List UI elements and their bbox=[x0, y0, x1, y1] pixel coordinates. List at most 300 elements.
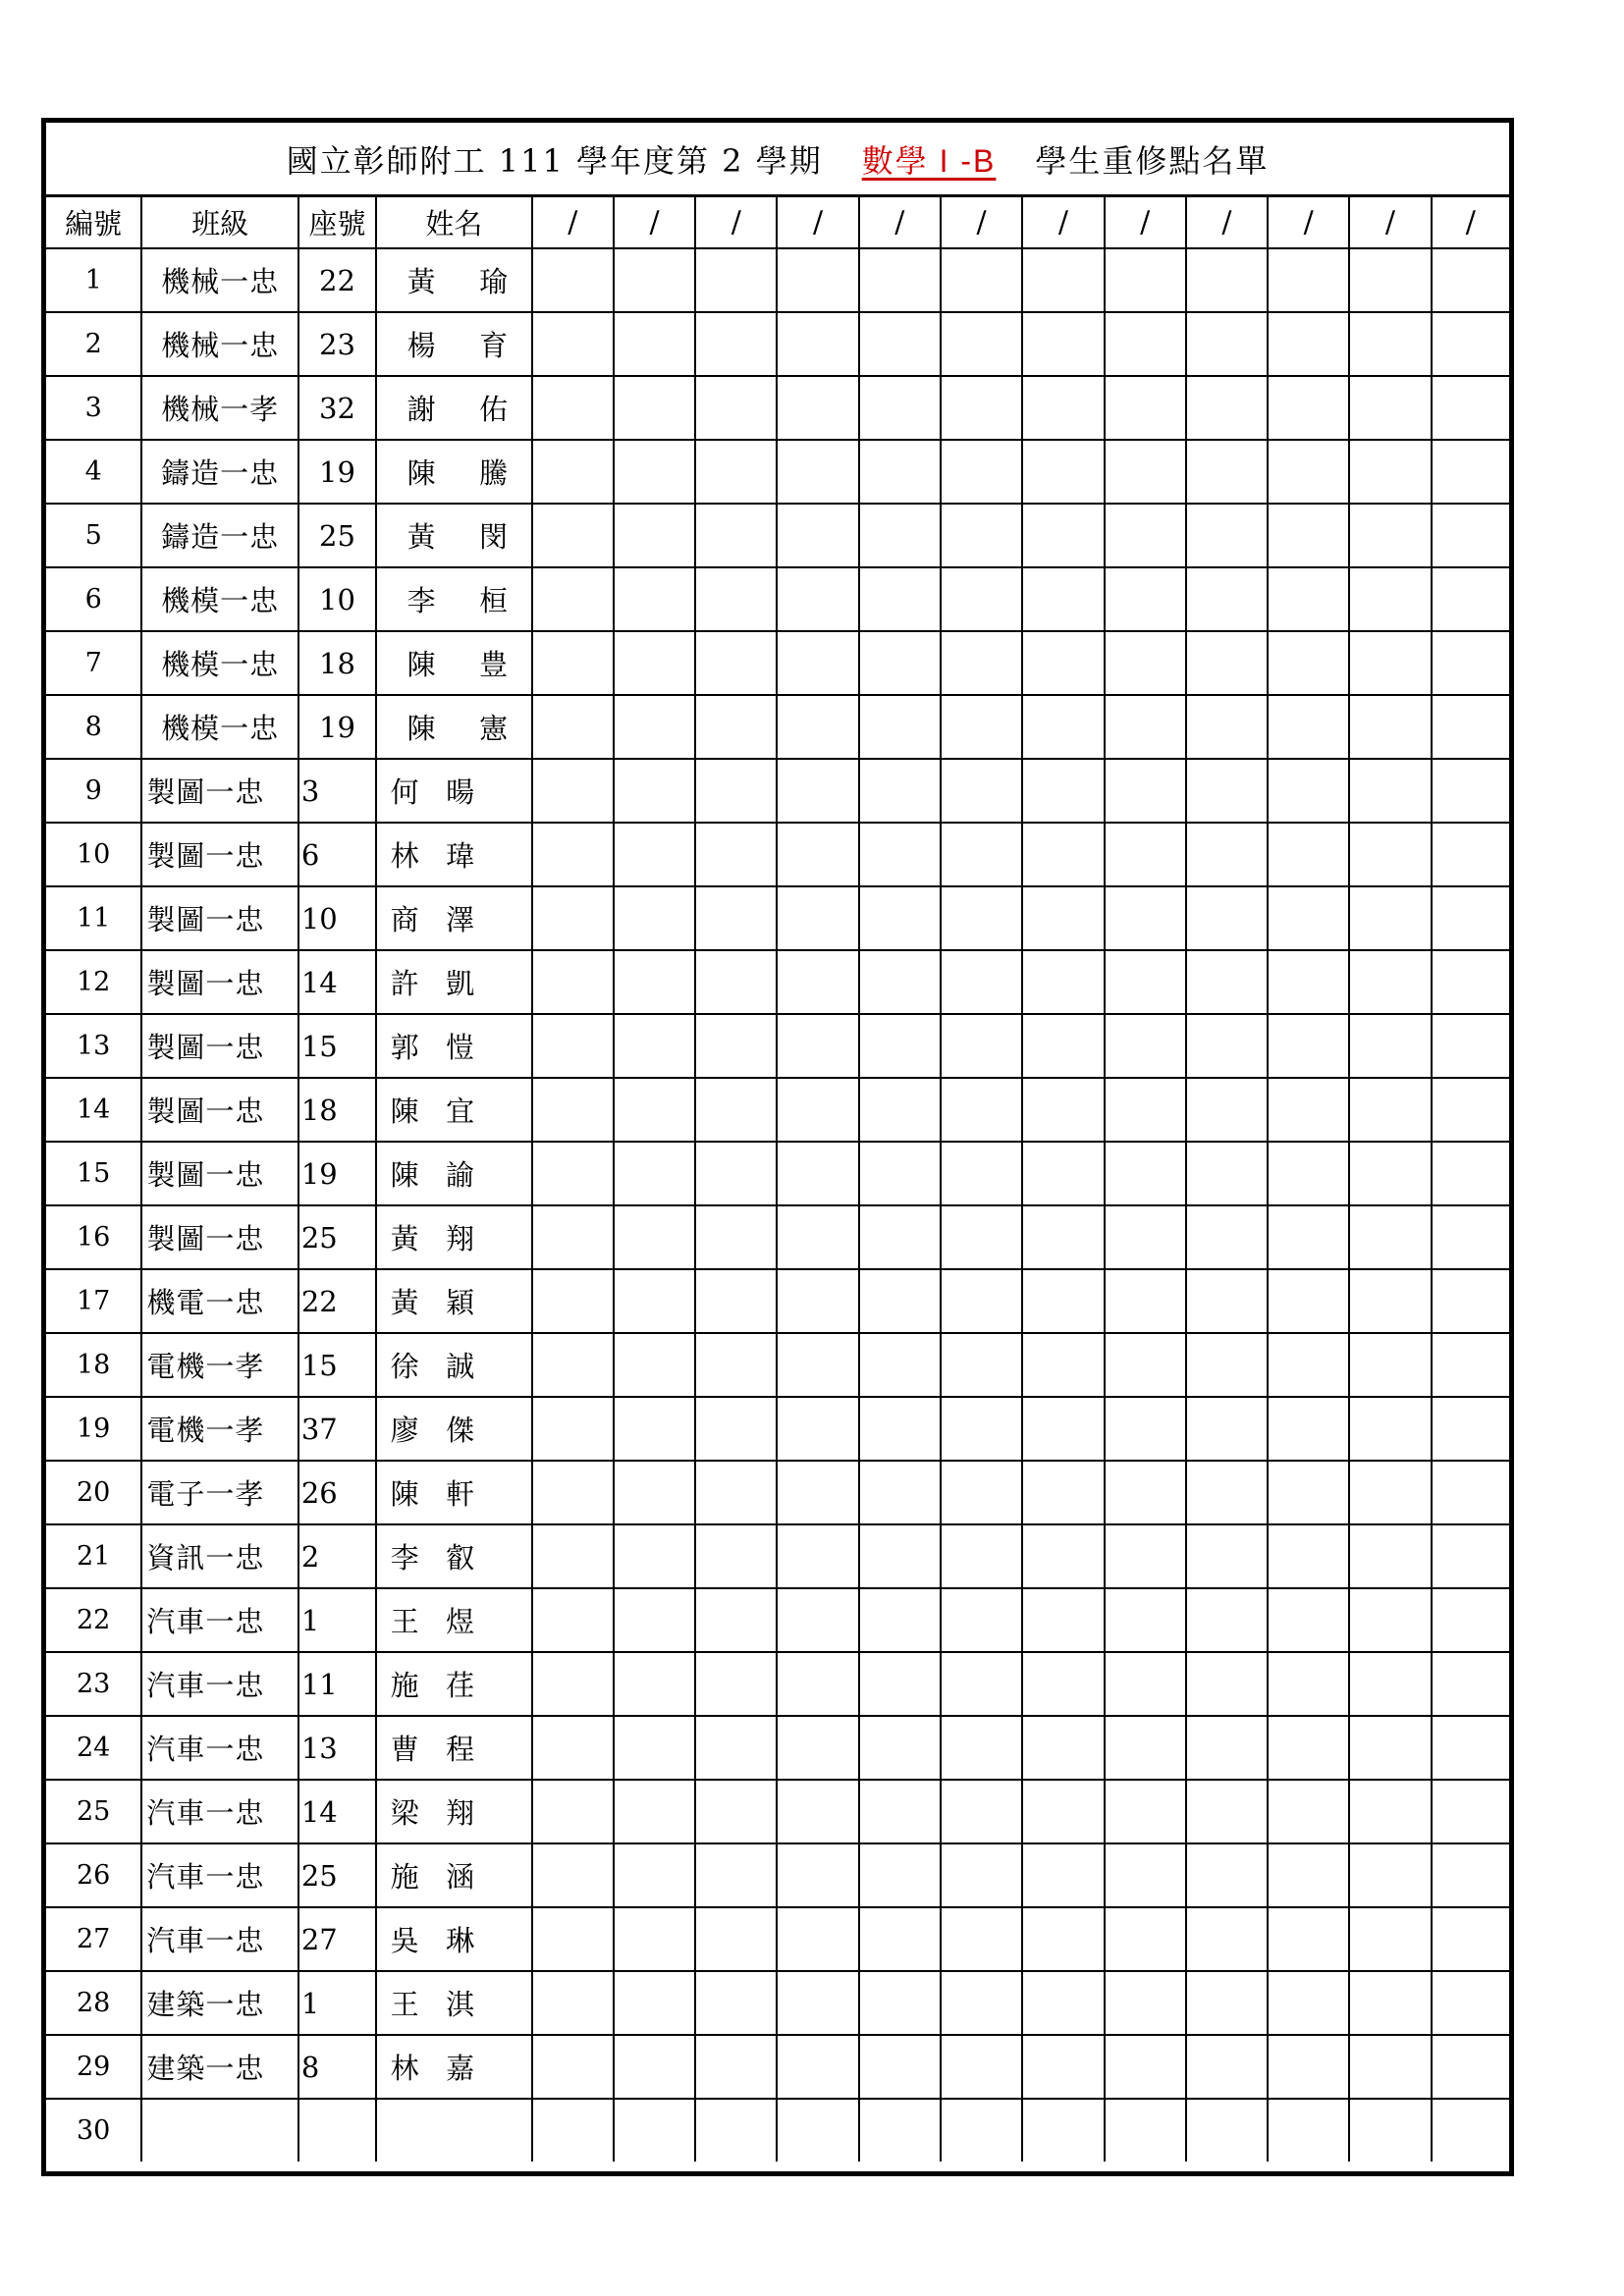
attendance-cell[interactable] bbox=[1268, 695, 1349, 759]
attendance-cell[interactable] bbox=[1186, 1780, 1268, 1843]
attendance-cell[interactable] bbox=[941, 504, 1022, 567]
attendance-cell[interactable] bbox=[614, 823, 695, 886]
attendance-cell[interactable] bbox=[777, 1397, 858, 1461]
attendance-cell[interactable] bbox=[1268, 2035, 1349, 2099]
attendance-cell[interactable] bbox=[614, 1652, 695, 1716]
attendance-cell[interactable] bbox=[532, 1588, 614, 1652]
attendance-cell[interactable] bbox=[532, 1205, 614, 1269]
attendance-cell[interactable] bbox=[1022, 312, 1104, 376]
attendance-cell[interactable] bbox=[941, 1461, 1022, 1524]
attendance-cell[interactable] bbox=[1105, 631, 1186, 695]
attendance-cell[interactable] bbox=[614, 631, 695, 695]
attendance-cell[interactable] bbox=[941, 950, 1022, 1014]
attendance-cell[interactable] bbox=[695, 1269, 777, 1333]
attendance-cell[interactable] bbox=[777, 1652, 858, 1716]
attendance-cell[interactable] bbox=[1022, 1269, 1104, 1333]
attendance-cell[interactable] bbox=[1022, 759, 1104, 823]
attendance-cell[interactable] bbox=[1268, 631, 1349, 695]
attendance-cell[interactable] bbox=[614, 1907, 695, 1971]
attendance-cell[interactable] bbox=[614, 1461, 695, 1524]
attendance-cell[interactable] bbox=[777, 2099, 858, 2162]
attendance-cell[interactable] bbox=[532, 631, 614, 695]
attendance-cell[interactable] bbox=[1268, 1397, 1349, 1461]
attendance-cell[interactable] bbox=[1186, 1716, 1268, 1780]
attendance-cell[interactable] bbox=[1105, 312, 1186, 376]
attendance-cell[interactable] bbox=[1432, 1971, 1509, 2035]
attendance-cell[interactable] bbox=[1186, 631, 1268, 695]
attendance-cell[interactable] bbox=[695, 631, 777, 695]
attendance-cell[interactable] bbox=[1186, 1971, 1268, 2035]
attendance-cell[interactable] bbox=[614, 759, 695, 823]
attendance-cell[interactable] bbox=[859, 1780, 941, 1843]
attendance-cell[interactable] bbox=[695, 1843, 777, 1907]
attendance-cell[interactable] bbox=[1432, 2099, 1509, 2162]
attendance-cell[interactable] bbox=[941, 567, 1022, 631]
attendance-cell[interactable] bbox=[1268, 1014, 1349, 1078]
attendance-cell[interactable] bbox=[1022, 1142, 1104, 1205]
attendance-cell[interactable] bbox=[1349, 1461, 1431, 1524]
attendance-cell[interactable] bbox=[1268, 1843, 1349, 1907]
attendance-cell[interactable] bbox=[695, 1014, 777, 1078]
attendance-cell[interactable] bbox=[777, 1078, 858, 1142]
attendance-cell[interactable] bbox=[614, 695, 695, 759]
attendance-cell[interactable] bbox=[1186, 1461, 1268, 1524]
attendance-cell[interactable] bbox=[1022, 1971, 1104, 2035]
attendance-cell[interactable] bbox=[941, 1907, 1022, 1971]
attendance-cell[interactable] bbox=[695, 950, 777, 1014]
attendance-cell[interactable] bbox=[1432, 567, 1509, 631]
attendance-cell[interactable] bbox=[859, 504, 941, 567]
attendance-cell[interactable] bbox=[1022, 567, 1104, 631]
attendance-cell[interactable] bbox=[1268, 1588, 1349, 1652]
attendance-cell[interactable] bbox=[777, 376, 858, 440]
attendance-cell[interactable] bbox=[695, 1142, 777, 1205]
attendance-cell[interactable] bbox=[1105, 950, 1186, 1014]
attendance-cell[interactable] bbox=[941, 1397, 1022, 1461]
attendance-cell[interactable] bbox=[1268, 248, 1349, 312]
attendance-cell[interactable] bbox=[532, 1397, 614, 1461]
attendance-cell[interactable] bbox=[1268, 1269, 1349, 1333]
attendance-cell[interactable] bbox=[941, 1333, 1022, 1397]
attendance-cell[interactable] bbox=[532, 1652, 614, 1716]
attendance-cell[interactable] bbox=[1268, 1716, 1349, 1780]
attendance-cell[interactable] bbox=[941, 759, 1022, 823]
attendance-cell[interactable] bbox=[1349, 950, 1431, 1014]
attendance-cell[interactable] bbox=[1022, 248, 1104, 312]
attendance-cell[interactable] bbox=[1349, 1780, 1431, 1843]
attendance-cell[interactable] bbox=[1186, 759, 1268, 823]
attendance-cell[interactable] bbox=[1186, 1843, 1268, 1907]
attendance-cell[interactable] bbox=[695, 1780, 777, 1843]
attendance-cell[interactable] bbox=[614, 1588, 695, 1652]
attendance-cell[interactable] bbox=[1349, 886, 1431, 950]
attendance-cell[interactable] bbox=[941, 1716, 1022, 1780]
attendance-cell[interactable] bbox=[614, 1333, 695, 1397]
attendance-cell[interactable] bbox=[859, 440, 941, 504]
attendance-cell[interactable] bbox=[777, 886, 858, 950]
attendance-cell[interactable] bbox=[859, 1205, 941, 1269]
attendance-cell[interactable] bbox=[1268, 1907, 1349, 1971]
attendance-cell[interactable] bbox=[1268, 1780, 1349, 1843]
attendance-cell[interactable] bbox=[1186, 950, 1268, 1014]
attendance-cell[interactable] bbox=[1432, 1078, 1509, 1142]
attendance-cell[interactable] bbox=[1022, 1716, 1104, 1780]
attendance-cell[interactable] bbox=[1349, 1142, 1431, 1205]
attendance-cell[interactable] bbox=[859, 312, 941, 376]
attendance-cell[interactable] bbox=[777, 1461, 858, 1524]
attendance-cell[interactable] bbox=[1432, 886, 1509, 950]
attendance-cell[interactable] bbox=[614, 504, 695, 567]
attendance-cell[interactable] bbox=[695, 1524, 777, 1588]
attendance-cell[interactable] bbox=[859, 1971, 941, 2035]
attendance-cell[interactable] bbox=[1022, 2099, 1104, 2162]
attendance-cell[interactable] bbox=[1186, 2099, 1268, 2162]
attendance-cell[interactable] bbox=[941, 440, 1022, 504]
attendance-cell[interactable] bbox=[859, 1843, 941, 1907]
attendance-cell[interactable] bbox=[532, 1780, 614, 1843]
attendance-cell[interactable] bbox=[1022, 1078, 1104, 1142]
attendance-cell[interactable] bbox=[1186, 1333, 1268, 1397]
attendance-cell[interactable] bbox=[1186, 1014, 1268, 1078]
attendance-cell[interactable] bbox=[695, 2099, 777, 2162]
attendance-cell[interactable] bbox=[1186, 1078, 1268, 1142]
attendance-cell[interactable] bbox=[532, 248, 614, 312]
attendance-cell[interactable] bbox=[1268, 1333, 1349, 1397]
attendance-cell[interactable] bbox=[1022, 2035, 1104, 2099]
attendance-cell[interactable] bbox=[1186, 376, 1268, 440]
attendance-cell[interactable] bbox=[1432, 2035, 1509, 2099]
attendance-cell[interactable] bbox=[695, 567, 777, 631]
attendance-cell[interactable] bbox=[1022, 376, 1104, 440]
attendance-cell[interactable] bbox=[1432, 1652, 1509, 1716]
attendance-cell[interactable] bbox=[777, 1269, 858, 1333]
attendance-cell[interactable] bbox=[532, 440, 614, 504]
attendance-cell[interactable] bbox=[941, 886, 1022, 950]
attendance-cell[interactable] bbox=[1186, 1269, 1268, 1333]
attendance-cell[interactable] bbox=[859, 823, 941, 886]
attendance-cell[interactable] bbox=[1432, 1014, 1509, 1078]
attendance-cell[interactable] bbox=[1268, 504, 1349, 567]
attendance-cell[interactable] bbox=[1105, 2099, 1186, 2162]
attendance-cell[interactable] bbox=[532, 823, 614, 886]
attendance-cell[interactable] bbox=[1349, 440, 1431, 504]
attendance-cell[interactable] bbox=[1105, 440, 1186, 504]
attendance-cell[interactable] bbox=[1432, 504, 1509, 567]
attendance-cell[interactable] bbox=[859, 1652, 941, 1716]
attendance-cell[interactable] bbox=[859, 376, 941, 440]
attendance-cell[interactable] bbox=[1349, 2035, 1431, 2099]
attendance-cell[interactable] bbox=[777, 1843, 858, 1907]
attendance-cell[interactable] bbox=[777, 1014, 858, 1078]
attendance-cell[interactable] bbox=[1349, 759, 1431, 823]
attendance-cell[interactable] bbox=[1349, 504, 1431, 567]
attendance-cell[interactable] bbox=[695, 1716, 777, 1780]
attendance-cell[interactable] bbox=[532, 2099, 614, 2162]
attendance-cell[interactable] bbox=[1268, 886, 1349, 950]
attendance-cell[interactable] bbox=[859, 2035, 941, 2099]
attendance-cell[interactable] bbox=[777, 1588, 858, 1652]
attendance-cell[interactable] bbox=[1349, 2099, 1431, 2162]
attendance-cell[interactable] bbox=[1349, 695, 1431, 759]
attendance-cell[interactable] bbox=[1022, 1205, 1104, 1269]
attendance-cell[interactable] bbox=[532, 886, 614, 950]
attendance-cell[interactable] bbox=[1105, 1014, 1186, 1078]
attendance-cell[interactable] bbox=[777, 1716, 858, 1780]
attendance-cell[interactable] bbox=[777, 823, 858, 886]
attendance-cell[interactable] bbox=[614, 1780, 695, 1843]
attendance-cell[interactable] bbox=[777, 631, 858, 695]
attendance-cell[interactable] bbox=[777, 759, 858, 823]
attendance-cell[interactable] bbox=[1432, 248, 1509, 312]
attendance-cell[interactable] bbox=[777, 312, 858, 376]
attendance-cell[interactable] bbox=[1268, 1524, 1349, 1588]
attendance-cell[interactable] bbox=[777, 950, 858, 1014]
attendance-cell[interactable] bbox=[532, 1333, 614, 1397]
attendance-cell[interactable] bbox=[1105, 1269, 1186, 1333]
attendance-cell[interactable] bbox=[614, 1078, 695, 1142]
attendance-cell[interactable] bbox=[941, 248, 1022, 312]
attendance-cell[interactable] bbox=[614, 2035, 695, 2099]
attendance-cell[interactable] bbox=[859, 1333, 941, 1397]
attendance-cell[interactable] bbox=[1105, 1205, 1186, 1269]
attendance-cell[interactable] bbox=[1186, 1652, 1268, 1716]
attendance-cell[interactable] bbox=[614, 1269, 695, 1333]
attendance-cell[interactable] bbox=[1349, 1205, 1431, 1269]
attendance-cell[interactable] bbox=[777, 440, 858, 504]
attendance-cell[interactable] bbox=[1432, 1269, 1509, 1333]
attendance-cell[interactable] bbox=[777, 1142, 858, 1205]
attendance-cell[interactable] bbox=[532, 1843, 614, 1907]
attendance-cell[interactable] bbox=[614, 1524, 695, 1588]
attendance-cell[interactable] bbox=[1186, 1205, 1268, 1269]
attendance-cell[interactable] bbox=[695, 376, 777, 440]
attendance-cell[interactable] bbox=[695, 1205, 777, 1269]
attendance-cell[interactable] bbox=[1022, 1652, 1104, 1716]
attendance-cell[interactable] bbox=[941, 695, 1022, 759]
attendance-cell[interactable] bbox=[695, 248, 777, 312]
attendance-cell[interactable] bbox=[1105, 504, 1186, 567]
attendance-cell[interactable] bbox=[1432, 1780, 1509, 1843]
attendance-cell[interactable] bbox=[1186, 1907, 1268, 1971]
attendance-cell[interactable] bbox=[941, 1269, 1022, 1333]
attendance-cell[interactable] bbox=[1432, 1588, 1509, 1652]
attendance-cell[interactable] bbox=[1022, 1780, 1104, 1843]
attendance-cell[interactable] bbox=[1105, 1780, 1186, 1843]
attendance-cell[interactable] bbox=[1349, 1333, 1431, 1397]
attendance-cell[interactable] bbox=[1432, 631, 1509, 695]
attendance-cell[interactable] bbox=[859, 1461, 941, 1524]
attendance-cell[interactable] bbox=[1105, 567, 1186, 631]
attendance-cell[interactable] bbox=[1022, 1397, 1104, 1461]
attendance-cell[interactable] bbox=[1022, 950, 1104, 1014]
attendance-cell[interactable] bbox=[614, 1716, 695, 1780]
attendance-cell[interactable] bbox=[1022, 1907, 1104, 1971]
attendance-cell[interactable] bbox=[941, 1205, 1022, 1269]
attendance-cell[interactable] bbox=[1022, 823, 1104, 886]
attendance-cell[interactable] bbox=[859, 950, 941, 1014]
attendance-cell[interactable] bbox=[1432, 312, 1509, 376]
attendance-cell[interactable] bbox=[695, 823, 777, 886]
attendance-cell[interactable] bbox=[532, 1971, 614, 2035]
attendance-cell[interactable] bbox=[614, 376, 695, 440]
attendance-cell[interactable] bbox=[1432, 759, 1509, 823]
attendance-cell[interactable] bbox=[1349, 248, 1431, 312]
attendance-cell[interactable] bbox=[1105, 759, 1186, 823]
attendance-cell[interactable] bbox=[614, 1397, 695, 1461]
attendance-cell[interactable] bbox=[1432, 1843, 1509, 1907]
attendance-cell[interactable] bbox=[1432, 1524, 1509, 1588]
attendance-cell[interactable] bbox=[1349, 1588, 1431, 1652]
attendance-cell[interactable] bbox=[941, 1780, 1022, 1843]
attendance-cell[interactable] bbox=[1432, 950, 1509, 1014]
attendance-cell[interactable] bbox=[777, 2035, 858, 2099]
attendance-cell[interactable] bbox=[695, 1907, 777, 1971]
attendance-cell[interactable] bbox=[777, 248, 858, 312]
attendance-cell[interactable] bbox=[1022, 1014, 1104, 1078]
attendance-cell[interactable] bbox=[695, 312, 777, 376]
attendance-cell[interactable] bbox=[1432, 1716, 1509, 1780]
attendance-cell[interactable] bbox=[941, 376, 1022, 440]
attendance-cell[interactable] bbox=[1022, 631, 1104, 695]
attendance-cell[interactable] bbox=[1186, 886, 1268, 950]
attendance-cell[interactable] bbox=[777, 1971, 858, 2035]
attendance-cell[interactable] bbox=[1349, 1716, 1431, 1780]
attendance-cell[interactable] bbox=[1432, 1397, 1509, 1461]
attendance-cell[interactable] bbox=[1105, 1397, 1186, 1461]
attendance-cell[interactable] bbox=[777, 504, 858, 567]
attendance-cell[interactable] bbox=[859, 567, 941, 631]
attendance-cell[interactable] bbox=[859, 1014, 941, 1078]
attendance-cell[interactable] bbox=[859, 631, 941, 695]
attendance-cell[interactable] bbox=[859, 695, 941, 759]
attendance-cell[interactable] bbox=[941, 1588, 1022, 1652]
attendance-cell[interactable] bbox=[1186, 1524, 1268, 1588]
attendance-cell[interactable] bbox=[1349, 1652, 1431, 1716]
attendance-cell[interactable] bbox=[532, 1524, 614, 1588]
attendance-cell[interactable] bbox=[941, 631, 1022, 695]
attendance-cell[interactable] bbox=[1022, 1461, 1104, 1524]
attendance-cell[interactable] bbox=[614, 950, 695, 1014]
attendance-cell[interactable] bbox=[941, 823, 1022, 886]
attendance-cell[interactable] bbox=[532, 312, 614, 376]
attendance-cell[interactable] bbox=[1105, 1971, 1186, 2035]
attendance-cell[interactable] bbox=[1022, 1843, 1104, 1907]
attendance-cell[interactable] bbox=[1349, 1907, 1431, 1971]
attendance-cell[interactable] bbox=[532, 1461, 614, 1524]
attendance-cell[interactable] bbox=[777, 1205, 858, 1269]
attendance-cell[interactable] bbox=[1268, 759, 1349, 823]
attendance-cell[interactable] bbox=[1349, 376, 1431, 440]
attendance-cell[interactable] bbox=[1268, 2099, 1349, 2162]
attendance-cell[interactable] bbox=[1432, 1333, 1509, 1397]
attendance-cell[interactable] bbox=[859, 759, 941, 823]
attendance-cell[interactable] bbox=[532, 950, 614, 1014]
attendance-cell[interactable] bbox=[1105, 695, 1186, 759]
attendance-cell[interactable] bbox=[859, 1716, 941, 1780]
attendance-cell[interactable] bbox=[777, 1524, 858, 1588]
attendance-cell[interactable] bbox=[859, 1142, 941, 1205]
attendance-cell[interactable] bbox=[614, 886, 695, 950]
attendance-cell[interactable] bbox=[1349, 1269, 1431, 1333]
attendance-cell[interactable] bbox=[859, 2099, 941, 2162]
attendance-cell[interactable] bbox=[777, 567, 858, 631]
attendance-cell[interactable] bbox=[695, 1078, 777, 1142]
attendance-cell[interactable] bbox=[1186, 440, 1268, 504]
attendance-cell[interactable] bbox=[695, 1588, 777, 1652]
attendance-cell[interactable] bbox=[1105, 1142, 1186, 1205]
attendance-cell[interactable] bbox=[1349, 567, 1431, 631]
attendance-cell[interactable] bbox=[1349, 1843, 1431, 1907]
attendance-cell[interactable] bbox=[1022, 1524, 1104, 1588]
attendance-cell[interactable] bbox=[614, 1971, 695, 2035]
attendance-cell[interactable] bbox=[614, 440, 695, 504]
attendance-cell[interactable] bbox=[1268, 950, 1349, 1014]
attendance-cell[interactable] bbox=[777, 695, 858, 759]
attendance-cell[interactable] bbox=[1349, 1078, 1431, 1142]
attendance-cell[interactable] bbox=[532, 1269, 614, 1333]
attendance-cell[interactable] bbox=[614, 1205, 695, 1269]
attendance-cell[interactable] bbox=[1105, 1588, 1186, 1652]
attendance-cell[interactable] bbox=[695, 1461, 777, 1524]
attendance-cell[interactable] bbox=[1268, 567, 1349, 631]
attendance-cell[interactable] bbox=[1349, 1971, 1431, 2035]
attendance-cell[interactable] bbox=[941, 2035, 1022, 2099]
attendance-cell[interactable] bbox=[1268, 823, 1349, 886]
attendance-cell[interactable] bbox=[1105, 1716, 1186, 1780]
attendance-cell[interactable] bbox=[532, 1014, 614, 1078]
attendance-cell[interactable] bbox=[1432, 376, 1509, 440]
attendance-cell[interactable] bbox=[532, 504, 614, 567]
attendance-cell[interactable] bbox=[1349, 1397, 1431, 1461]
attendance-cell[interactable] bbox=[614, 312, 695, 376]
attendance-cell[interactable] bbox=[941, 1078, 1022, 1142]
attendance-cell[interactable] bbox=[1105, 2035, 1186, 2099]
attendance-cell[interactable] bbox=[1432, 1907, 1509, 1971]
attendance-cell[interactable] bbox=[614, 248, 695, 312]
attendance-cell[interactable] bbox=[941, 2099, 1022, 2162]
attendance-cell[interactable] bbox=[1186, 567, 1268, 631]
attendance-cell[interactable] bbox=[1022, 695, 1104, 759]
attendance-cell[interactable] bbox=[1349, 312, 1431, 376]
attendance-cell[interactable] bbox=[532, 1142, 614, 1205]
attendance-cell[interactable] bbox=[1186, 695, 1268, 759]
attendance-cell[interactable] bbox=[777, 1907, 858, 1971]
attendance-cell[interactable] bbox=[695, 1333, 777, 1397]
attendance-cell[interactable] bbox=[1268, 1205, 1349, 1269]
attendance-cell[interactable] bbox=[941, 1652, 1022, 1716]
attendance-cell[interactable] bbox=[1186, 312, 1268, 376]
attendance-cell[interactable] bbox=[941, 1971, 1022, 2035]
attendance-cell[interactable] bbox=[1349, 631, 1431, 695]
attendance-cell[interactable] bbox=[1432, 1461, 1509, 1524]
attendance-cell[interactable] bbox=[1022, 440, 1104, 504]
attendance-cell[interactable] bbox=[1268, 1078, 1349, 1142]
attendance-cell[interactable] bbox=[1105, 248, 1186, 312]
attendance-cell[interactable] bbox=[1349, 823, 1431, 886]
attendance-cell[interactable] bbox=[1349, 1014, 1431, 1078]
attendance-cell[interactable] bbox=[777, 1333, 858, 1397]
attendance-cell[interactable] bbox=[1022, 886, 1104, 950]
attendance-cell[interactable] bbox=[1268, 376, 1349, 440]
attendance-cell[interactable] bbox=[1186, 504, 1268, 567]
attendance-cell[interactable] bbox=[1105, 1524, 1186, 1588]
attendance-cell[interactable] bbox=[1349, 1524, 1431, 1588]
attendance-cell[interactable] bbox=[1186, 1397, 1268, 1461]
attendance-cell[interactable] bbox=[1432, 1205, 1509, 1269]
attendance-cell[interactable] bbox=[532, 759, 614, 823]
attendance-cell[interactable] bbox=[859, 1588, 941, 1652]
attendance-cell[interactable] bbox=[1105, 1843, 1186, 1907]
